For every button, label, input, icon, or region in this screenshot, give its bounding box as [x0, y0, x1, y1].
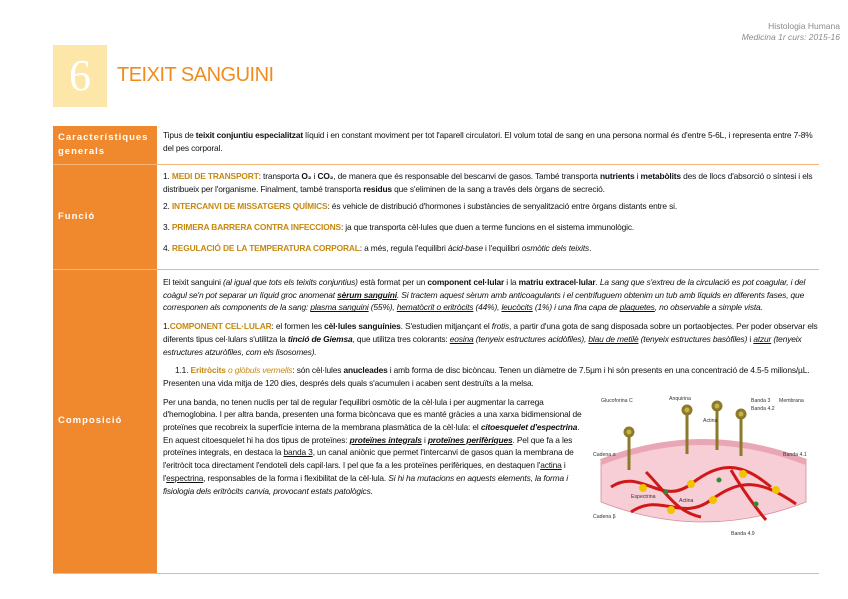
fig-label-cadena-beta: Cadena β: [593, 514, 616, 520]
composicio-eritrocits-detail: Per una banda, no tenen nuclis per tal de regular l'equilibri osmòtic de la cèl·lula i per augmentar la carrega d'hemoglobina. I per altra banda, presenten una forma bicòncava que es manté gràcies a una xarxa bidimensional de proteïnes que recobreix la superfície interna de la membrana plasmàtica de la cèl·lula: el citoesquelet d'espectrina. En aquest citoesquelet hi ha dos tipus de proteïnes: proteïnes integrals i proteïnes perifèriques. Pel que fa a les proteïnes integrals, en destaca la banda 3, un canal aniònic que permet l'intercanvi de gasos quan la membrana de l'eritròcit toca directament l'endoteli dels capil·lars. I pel que fa a les proteïnes perifèriques, en destaquen l'actina i l'espectrina, responsables de la forma i flexibilitat de la cèl·lula. Si hi ha mutacions en aquests elements, la forma i fisiologia dels eritròcits canvia, provocant estats patològics.: [163, 396, 819, 498]
composicio-cellular: 1.COMPONENT CEL·LULAR: el formen les cèl·lules sanguínies. S'estudien mitjançant el frotis, a partir d'una gota de sang disposada sobre un portaobjectes. Per poder observar els diferents tipus cel·lulars s'utilitza la tinció de Giemsa, que utilitza tres colorants: eosina (tenyeix estructures acidòfiles), blau de metilè (tenyeix estructures basòfiles) i atzur (tenyeix estructures atzuròfiles, com els lisosomes).: [163, 321, 818, 357]
fig-label-anquirina: Anquirina: [669, 396, 691, 402]
funcio-item-4: 4. REGULACIÓ DE LA TEMPERATURA CORPORAL: a més, regula l'equilibri àcid-base i l'equilibri osmòtic dels teixits.: [163, 242, 592, 253]
section-caracteristiques: [53, 126, 819, 165]
chapter-title: TEIXIT SANGUINI: [117, 64, 274, 86]
course-title: Histologia Humana: [768, 21, 840, 31]
section-label-funcio: Funció: [53, 165, 157, 269]
fig-label-cadena-alpha: Cadena α: [593, 452, 616, 458]
fig-label-actina-bottom: Actina: [679, 498, 694, 504]
course-subtitle: Medicina 1r curs: 2015-16: [741, 32, 840, 42]
fig-label-membrana: Membrana: [779, 398, 804, 404]
caracteristiques-text: Tipus de teixit conjuntiu especialitzat líquid i en constant moviment per tot l'aparell circulatori. El volum total de sang en una persona normal és d'entre 5-6L, i representa entre 7-8% del pes corporal.: [163, 130, 813, 153]
fig-label-banda41: Banda 4.1: [783, 452, 807, 458]
section-label-caracteristiques: Característiques generals: [53, 126, 157, 164]
spectrin-cytoskeleton-figure: [591, 392, 816, 540]
fig-label-espectrina: Espectrina: [631, 494, 656, 500]
fig-label-banda42: Banda 4.2: [751, 406, 775, 412]
composicio-eritrocits: 1.1. Eritròcits o glòbuls vermells: són cèl·lules anucleades i amb forma de disc bicòncau. Tenen un diàmetre de 7.5µm i hi són presents en una concentració de 4.5-5 milions/µL. Presenten una vida mitja de 120 dies, després dels quals s'acumulen i acaben sent destruïts a la melsa.: [163, 365, 810, 388]
fig-label-banda49: Banda 4.9: [731, 531, 755, 537]
fig-label-actina-top: Actina: [703, 418, 718, 424]
fig-label-glucoforina: Glucoforina C: [601, 398, 633, 404]
section-content-funcio: [163, 170, 819, 255]
composicio-intro: El teixit sanguini (al igual que tots els teixits conjuntius) està format per un component cel·lular i la matriu extracel·lular. La sang que s'extreu de la circulació es pot coagular, i del coàgul se'n pot separar un líquid groc anomenat sèrum sanguini. Si tractem aquest sèrum amb anticoagulants i el centrifuguem obtenim un tub amb líquids en diferents fases, que corresponen als components de la sang: plasma sanguini (55%), hematòcrit o eritròcits (44%), leucòcits (1%) i una fina capa de plaquetes, no observable a simple vista.: [163, 277, 806, 313]
section-content-caracteristiques: [163, 129, 819, 154]
section-composicio: [53, 270, 819, 574]
funcio-item-2: 2. INTERCANVI DE MISSATGERS QUÍMICS: és vehicle de distribució d'hormones i substàncies de senyalització entre òrgans distants entre si.: [163, 201, 678, 212]
fig-label-banda3: Banda 3: [751, 398, 771, 404]
funcio-item-1: 1. MEDI DE TRANSPORT: transporta O₂ i CO₂, de manera que és responsable del bescanvi de gasos. També transporta nutrients i metabòlits des de llocs d'absorció o síntesi i els distribueix per l'organisme. Finalment, també transporta residus que s'eliminen de la sang a través dels òrgans de secreció.: [163, 171, 813, 194]
chapter-number: 6: [69, 51, 91, 100]
section-label-composicio: Composició: [53, 270, 157, 573]
funcio-item-3: 3. PRIMERA BARRERA CONTRA INFECCIONS: ja que transporta cèl·lules que duen a terme funcions en el sistema immunològic.: [163, 222, 635, 233]
course-header: [742, 21, 840, 43]
section-funcio: [53, 165, 819, 270]
